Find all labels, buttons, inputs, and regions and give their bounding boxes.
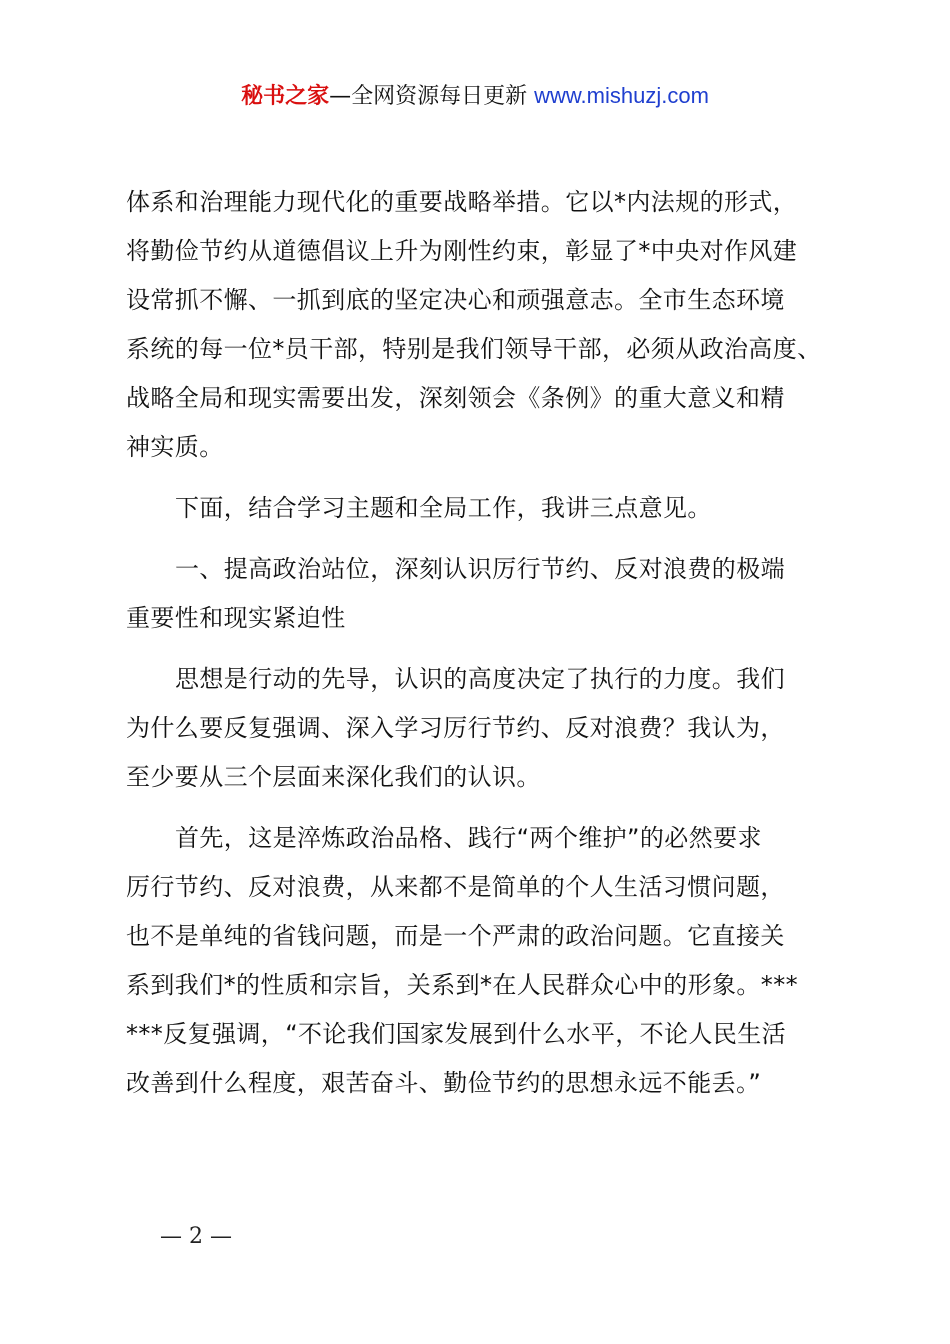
brand-name: 秘书之家	[241, 84, 330, 109]
paragraph-intro	[126, 484, 838, 533]
page-number: — 2 —	[160, 1224, 232, 1249]
text-line: 系到我们*的性质和宗旨，关系到*在人民群众心中的形象。***	[126, 971, 798, 999]
text-line: 改善到什么程度，艰苦奋斗、勤俭节约的思想永远不能丢。”	[126, 1069, 762, 1097]
text-line: 将勤俭节约从道德倡议上升为刚性约束，彰显了*中央对作风建	[126, 237, 798, 265]
text-line: 厉行节约、反对浪费，从来都不是简单的个人生活习惯问题，	[126, 873, 785, 901]
paragraph-body	[126, 814, 838, 1108]
text-line: 一、提高政治站位，深刻认识厉行节约、反对浪费的极端	[175, 555, 785, 583]
text-line: 体系和治理能力现代化的重要战略举措。它以*内法规的形式，	[126, 188, 798, 216]
text-line: 至少要从三个层面来深化我们的认识。	[126, 763, 541, 791]
site-url-link[interactable]: www.mishuzj.com	[534, 83, 709, 108]
text-line: 战略全局和现实需要出发，深刻领会《条例》的重大意义和精	[126, 384, 785, 412]
header-tagline: —全网资源每日更新	[329, 84, 528, 109]
site-header	[0, 80, 950, 113]
text-line: 重要性和现实紧迫性	[126, 604, 346, 632]
document-body	[126, 178, 838, 1120]
text-line: 神实质。	[126, 433, 224, 461]
paragraph-continuation	[126, 178, 838, 472]
text-line: ***反复强调，“不论我们国家发展到什么水平，不论人民生活	[126, 1020, 787, 1048]
section-heading	[126, 545, 838, 643]
paragraph-body	[126, 655, 838, 802]
text-line: 首先，这是淬炼政治品格、践行“两个维护”的必然要求	[175, 824, 762, 852]
text-line: 也不是单纯的省钱问题，而是一个严肃的政治问题。它直接关	[126, 922, 785, 950]
text-line: 系统的每一位*员干部，特别是我们领导干部，必须从政治高度、	[126, 335, 822, 363]
text-line: 下面，结合学习主题和全局工作，我讲三点意见。	[175, 494, 712, 522]
text-line: 为什么要反复强调、深入学习厉行节约、反对浪费？我认为，	[126, 714, 785, 742]
text-line: 设常抓不懈、一抓到底的坚定决心和顽强意志。全市生态环境	[126, 286, 785, 314]
text-line: 思想是行动的先导，认识的高度决定了执行的力度。我们	[175, 665, 785, 693]
